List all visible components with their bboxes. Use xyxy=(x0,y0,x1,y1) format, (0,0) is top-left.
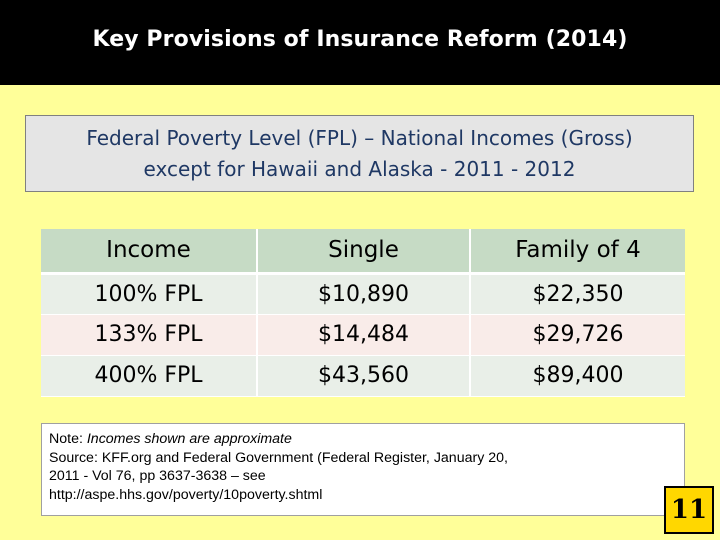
source-line-2: 2011 - Vol 76, pp 3637-3638 – see xyxy=(49,468,266,484)
cell-income: 100% FPL xyxy=(41,273,257,314)
cell-income: 400% FPL xyxy=(41,355,257,396)
cell-single: $10,890 xyxy=(257,273,470,314)
note-line xyxy=(49,430,674,449)
subtitle-line-1: Federal Poverty Level (FPL) – National Incomes (Gross) xyxy=(86,125,633,150)
slide-title: Key Provisions of Insurance Reform (2014) xyxy=(92,27,628,52)
cell-family-of-4: $29,726 xyxy=(470,314,685,355)
header-single: Single xyxy=(257,229,470,273)
subtitle-line-2: except for Hawaii and Alaska - 2011 - 2012 xyxy=(143,156,576,181)
note-label: Note: xyxy=(49,431,87,447)
table-row xyxy=(41,273,685,314)
note-box xyxy=(41,423,685,516)
cell-income: 133% FPL xyxy=(41,314,257,355)
cell-family-of-4: $89,400 xyxy=(470,355,685,396)
table-row xyxy=(41,314,685,355)
header-family-of-4: Family of 4 xyxy=(470,229,685,273)
table-row xyxy=(41,355,685,396)
fpl-table xyxy=(41,229,685,397)
cell-family-of-4: $22,350 xyxy=(470,273,685,314)
header-income: Income xyxy=(41,229,257,273)
cell-single: $14,484 xyxy=(257,314,470,355)
title-bar xyxy=(0,0,720,85)
cell-single: $43,560 xyxy=(257,355,470,396)
table-header-row xyxy=(41,229,685,273)
subtitle-box xyxy=(25,115,694,192)
source-url-link[interactable]: http://aspe.hhs.gov/poverty/10poverty.shtml xyxy=(49,486,323,503)
page-number-badge: 11 xyxy=(664,486,714,534)
note-text: Incomes shown are approximate xyxy=(86,431,292,447)
source-line-1: Source: KFF.org and Federal Government (Federal Register, January 20, xyxy=(49,449,508,466)
